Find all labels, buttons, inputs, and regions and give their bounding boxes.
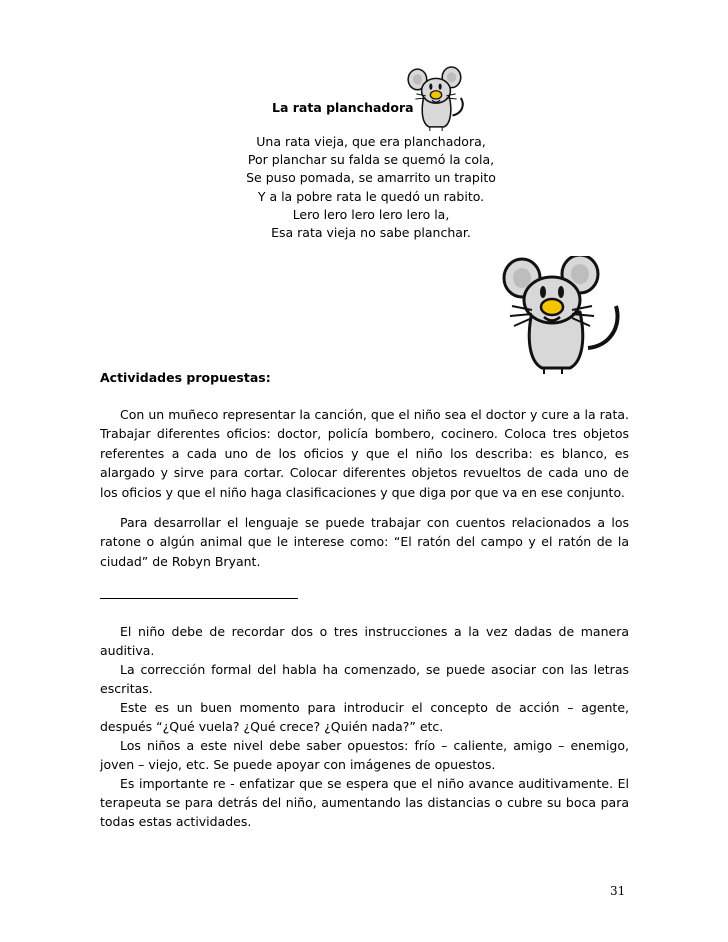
section-divider — [100, 598, 298, 599]
poem-line: Y a la pobre rata le quedó un rabito. — [257, 188, 485, 204]
activities-heading: Actividades propuestas: — [100, 370, 271, 385]
poem-line: Una rata vieja, que era planchadora, — [256, 134, 486, 149]
notes-block — [100, 622, 629, 831]
note-paragraph: Es importante re - enfatizar que se espera que el niño avance auditivamente. El terapeuta se para detrás del niño, aumentando las distancias o cubre su boca para todas estas actividades. — [100, 776, 629, 829]
poem-line: Se puso pomada, se amarrito un trapito — [246, 170, 496, 186]
paragraph-text: Con un muñeco representar la canción, que el niño sea el doctor y cure a la rata. Trabajar diferentes oficios: doctor, policía bombero, cocinero. Coloca tres objetos referentes a cada uno de los oficios y que el niño los describa: es blanco, es alargado y sirve para cortar. Colocar diferentes objetos revueltos de cada uno de los oficios y que el niño haga clasificaciones y que diga por que va en ese conjunto. — [100, 407, 629, 500]
activities-paragraph — [100, 513, 629, 571]
poem-line: Esa rata vieja no sabe planchar. — [271, 225, 471, 241]
note-paragraph: El niño debe de recordar dos o tres instrucciones a la vez dadas de manera auditiva. — [100, 624, 629, 658]
page-number: 31 — [610, 884, 626, 898]
paragraph-text: Para desarrollar el lenguaje se puede trabajar con cuentos relacionados a los ratone o algún animal que le interese como: “El ratón del campo y el ratón de la ciudad” de Robyn Bryant. — [100, 515, 629, 569]
mouse-cartoon-icon — [500, 256, 628, 376]
poem-verses — [226, 133, 516, 242]
mouse-cartoon-icon — [405, 66, 467, 132]
note-paragraph: La corrección formal del habla ha comenzado, se puede asociar con las letras escritas. — [100, 662, 629, 696]
note-paragraph: Este es un buen momento para introducir el concepto de acción – agente, después “¿Qué vuela? ¿Qué crece? ¿Quién nada?” etc. — [100, 700, 629, 734]
activities-paragraph — [100, 405, 629, 502]
poem-line: Lero lero lero lero lero la, — [292, 206, 450, 222]
note-paragraph: Los niños a este nivel debe saber opuestos: frío – caliente, amigo – enemigo, joven – viejo, etc. Se puede apoyar con imágenes de opuestos. — [100, 738, 629, 772]
poem-title: La rata planchadora — [272, 100, 414, 115]
poem-line: Por planchar su falda se quemó la cola, — [247, 152, 495, 168]
